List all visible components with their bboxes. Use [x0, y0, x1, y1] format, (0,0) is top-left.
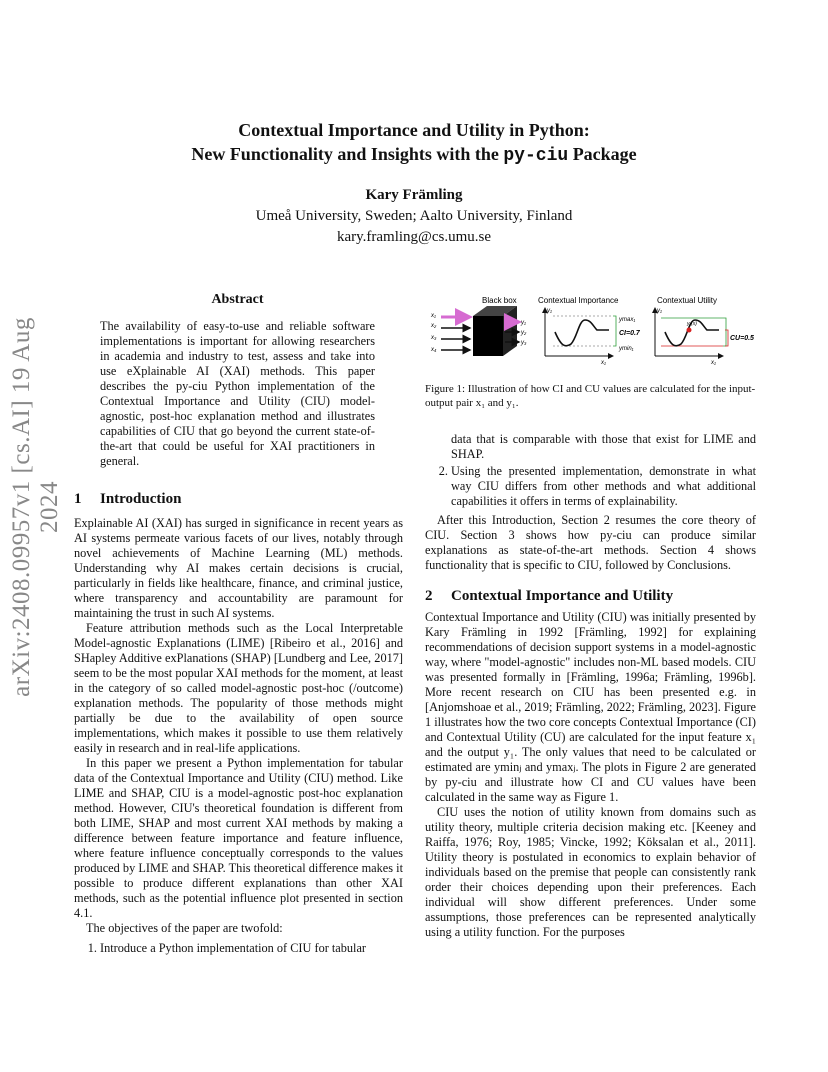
list-item: 1. Introduce a Python implementation of CIU for tabular: [100, 941, 403, 956]
right-column: [425, 432, 756, 940]
author-name: Kary Främling: [365, 187, 463, 203]
cu-point-label: y₁(x): [687, 321, 697, 327]
input-label-x1: x₁: [431, 313, 436, 319]
title-line-2: [0, 142, 828, 168]
output-label-y2: y₂: [521, 330, 527, 336]
cu-axis-y: y₁: [657, 308, 662, 314]
abstract-heading: Abstract: [211, 292, 264, 307]
title-code: py-ciu: [503, 146, 569, 166]
cu-value: CU=0.5: [730, 335, 754, 342]
objectives-list: [74, 941, 403, 956]
affiliation: Umeå University, Sweden; Aalto University, Finland: [255, 208, 573, 224]
output-label-y3: y₃: [521, 340, 527, 346]
section2-paragraph-2: CIU uses the notion of utility known from domains such as utility theory, multiple criteria decision making etc. [Keeney and Raiffa, 1976; Roy, 1985; Vincke, 1992; Köksalan et al., 2011]. Utility theory is postulated in economics to explain behavior of individuals based on the premise that people can consistently rank order their choices depending upon their preferences. Each individual will show different preferences. Under some assumptions, those preferences can be represented analytically using a utility function. For the purposes: [425, 805, 756, 939]
input-label-x3: x₃: [431, 335, 437, 341]
section-title: Contextual Importance and Utility: [451, 588, 674, 604]
cu-plot: [655, 308, 754, 366]
list-item: 2. Using the presented implementation, demonstrate in what way CIU differs from other methods and what additional capabilities it offers in terms of explainability.: [451, 464, 756, 509]
paper-title: [0, 118, 828, 168]
ci-plot: [545, 308, 641, 366]
label-blackbox: Black box: [482, 296, 517, 305]
intro-paragraph-1: Explainable AI (XAI) has surged in significance in recent years as AI systems permeate various facets of our lives, notably through novel achievements of Machine Learning (ML) methods. Understanding why AI makes certain decisions is crucial, particularly in fields like healthcare, finance, and criminal justice, where transparency and accountability are paramount for maintaining the trust in such AI systems.: [74, 516, 403, 620]
input-label-x2: x₂: [431, 323, 437, 329]
ci-value: CI=0.7: [619, 330, 640, 337]
objectives-list-continued: [425, 432, 756, 509]
cu-point-marker: [687, 328, 692, 333]
figure-1-diagram: [425, 290, 760, 370]
intro-paragraph-2: Feature attribution methods such as the Local Interpretable Model-agnostic Explanations (LIME) [Ribeiro et al., 2016] and SHapley Additive exPlanations (SHAP) [Lundberg and Lee, 2017] seem to be the most popular XAI methods for the moment, at least in the category of so called model-agnostic post-hoc (/outcome) explanation methods. The popularity of those methods might partially be due to the availability of open source implementations, which makes it possible to use them relatively easily in research and in real-life applications.: [74, 621, 403, 755]
abstract: [100, 292, 375, 469]
section-heading-intro: [74, 492, 403, 507]
figure-1-caption: Figure 1: Illustration of how CI and CU values are calculated for the input-output pair x₁ and y₁.: [425, 383, 756, 409]
title-line-1: Contextual Importance and Utility in Python:: [238, 120, 590, 140]
black-box-cube: [473, 306, 517, 356]
section-heading-2: [425, 589, 756, 604]
label-cu: Contextual Utility: [657, 296, 718, 305]
section-number: 2: [425, 588, 433, 604]
title-line-2-post: Package: [568, 144, 637, 164]
intro-paragraph-5: After this Introduction, Section 2 resumes the core theory of CIU. Section 3 shows how py-ciu can produce similar explanations as state-of-the-art methods. Section 4 shows functionality that is specific to CIU, followed by Conclusions.: [425, 513, 756, 572]
figure-1: [425, 290, 760, 370]
ci-axis-y: y₁: [547, 308, 552, 314]
input-label-x4: x₄: [431, 347, 437, 353]
email[interactable]: kary.framling@cs.umu.se: [336, 229, 492, 245]
intro-paragraph-3: In this paper we present a Python implementation for tabular data of the Contextual Importance and Utility (CIU) method. Like LIME and SHAP, CIU is a model-agnostic post-hoc explanation method. However, CIU's theoretical foundation is different from both LIME, SHAP and most current XAI methods by making a difference between feature importance and feature influence, where feature influence conceptually corresponds to the values produced by LIME and SHAP. This theoretical difference makes it possible to produce different explanations than other XAI methods, such as the potential influence plot presented in section 4.1.: [74, 756, 403, 920]
cu-axis-x: x₁: [711, 360, 716, 366]
list-item: data that is comparable with those that exist for LIME and SHAP.: [451, 432, 756, 461]
ci-ymin: ymin₁: [619, 346, 634, 352]
ci-axis-x: x₁: [601, 360, 606, 366]
section2-paragraph-1: Contextual Importance and Utility (CIU) was initially presented by Kary Främling in 1992 [Främling, 1992] for explaining recommendations of decision support systems in a model-agnostic way, where "model-agnostic" includes non-ML based models. CIU was presented formally in [Främling, 1996a; Främling, 1996b]. More recent research on CIU has been presented e.g. in [Anjomshoae et al., 2019; Främling, 2022; Främling, 2023]. Figure 1 illustrates how the two core concepts Contextual Importance (CI) and Contextual Utility (CU) are calculated for the input feature x₁ and the output y₁. The only values that need to be calculated or estimated are yminⱼ and ymaxⱼ. The plots in Figure 2 are generated by py-ciu and illustrate how CI and CU values have been calculated in the same way as Figure 1.: [425, 610, 756, 804]
arxiv-identifier[interactable]: arXiv:2408.09957v1 [cs.AI] 19 Aug 2024: [8, 317, 63, 697]
title-line-2-pre: New Functionality and Insights with the: [191, 144, 504, 164]
section-title: Introduction: [100, 491, 182, 507]
label-ci: Contextual Importance: [538, 296, 619, 305]
abstract-text: The availability of easy-to-use and reliable software implementations is important for allowing researchers in academia and industry to test, assess and take into use eXplainable AI (XAI) methods. This paper describes the py-ciu Python implementation of the Contextual Importance and Utility (CIU) model-agnostic, post-hoc explanation method and illustrates capabilities of CIU that go beyond the current state-of-the-art that could be useful for XAI practitioners in general.: [100, 319, 375, 468]
output-label-y1: y₁: [521, 320, 526, 326]
ci-ymax: ymax₁: [619, 317, 636, 323]
intro-paragraph-4: The objectives of the paper are twofold:: [86, 921, 283, 935]
section-number: 1: [74, 491, 82, 507]
intro-section: [74, 492, 403, 958]
